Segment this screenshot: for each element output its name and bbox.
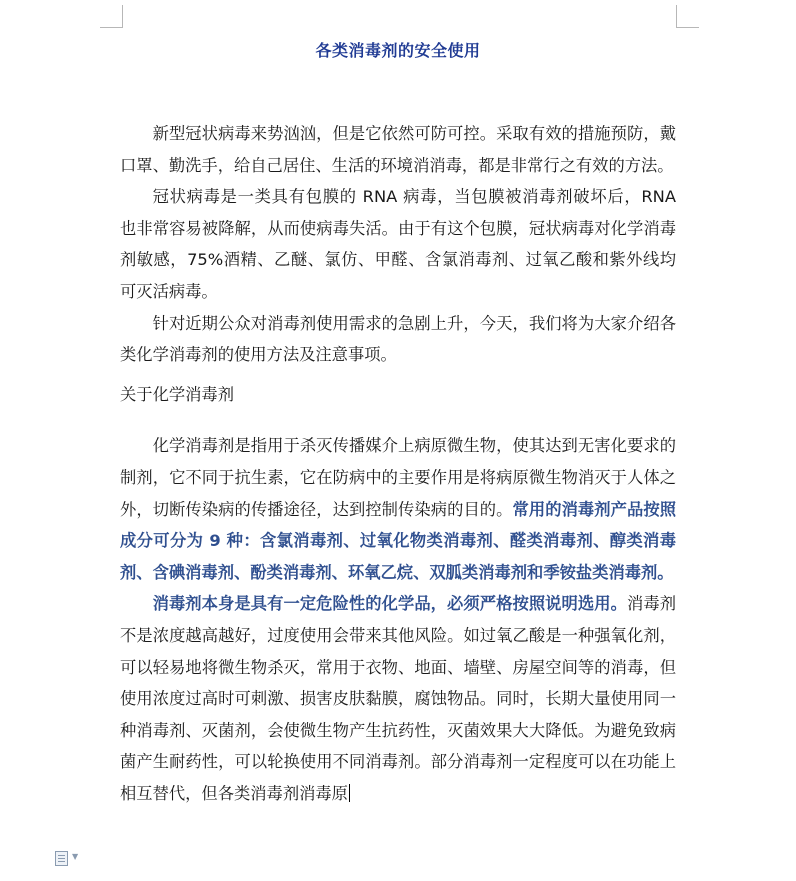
spacer [120, 371, 676, 379]
section-paragraph-2-text: 消毒剂不是浓度越高越好，过度使用会带来其他风险。如过氧乙酸是一种强氧化剂，可以轻易地将微生物杀灭，常用于衣物、地面、墙壁、房屋空间等的消毒，但使用浓度过高时可刺激、损害皮肤黏膜，腐蚀物品。同时，长期大量使用同一种消毒剂、灭菌剂，会使微生物产生抗药性，灭菌效果大大降低。为避免致病菌产生耐药性，可以轮换使用不同消毒剂。部分消毒剂一定程度可以在功能上相互替代，但各类消毒剂消毒原 [120, 594, 676, 803]
section-paragraph-1-text: 化学消毒剂是指用于杀灭传播媒介上病原微生物，使其达到无害化要求的制剂，它不同于抗生素，它在防病中的主要作用是将病原微生物消灭于人体之外，切断传染病的传播途径，达到控制传染病的目的。 [120, 436, 676, 519]
document-icon[interactable] [55, 851, 68, 866]
chevron-down-icon[interactable]: ▼ [72, 852, 79, 861]
page-corner-top-left [100, 5, 123, 28]
danger-warning-emphasis: 消毒剂本身是具有一定危险性的化学品，必须严格按照说明选用。 [152, 594, 627, 614]
disinfectant-types-emphasis: 常用的消毒剂产品按照成分可分为 9 种：含氯消毒剂、过氧化物类消毒剂、醛类消毒剂、醇类消毒剂、含碘消毒剂、酚类消毒剂、环氧乙烷、双胍类消毒剂和季铵盐类消毒剂。 [120, 499, 676, 582]
section-paragraph-2 [120, 588, 676, 809]
intro-paragraph-3: 针对近期公众对消毒剂使用需求的急剧上升，今天，我们将为大家介绍各类化学消毒剂的使用方法及注意事项。 [120, 313, 676, 365]
intro-paragraph-2: 冠状病毒是一类具有包膜的 RNA 病毒，当包膜被消毒剂破坏后，RNA 也非常容易被降解，从而使病毒失活。由于有这个包膜，冠状病毒对化学消毒剂敏感，75%酒精、乙醚、氯仿、甲醛、含氯消毒剂、过氧乙酸和紫外线均可灭活病毒。 [120, 187, 676, 301]
document-body[interactable] [120, 118, 676, 809]
spacer [120, 410, 676, 430]
section-heading: 关于化学消毒剂 [120, 384, 234, 404]
intro-paragraph-1: 新型冠状病毒来势汹汹，但是它依然可防可控。采取有效的措施预防，戴口罩、勤洗手，给自己居住、生活的环境消消毒，都是非常行之有效的方法。 [120, 124, 676, 175]
document-title: 各类消毒剂的安全使用 [315, 41, 481, 60]
page-corner-top-right [676, 5, 699, 28]
section-paragraph-1 [120, 430, 676, 588]
text-cursor [349, 784, 351, 802]
